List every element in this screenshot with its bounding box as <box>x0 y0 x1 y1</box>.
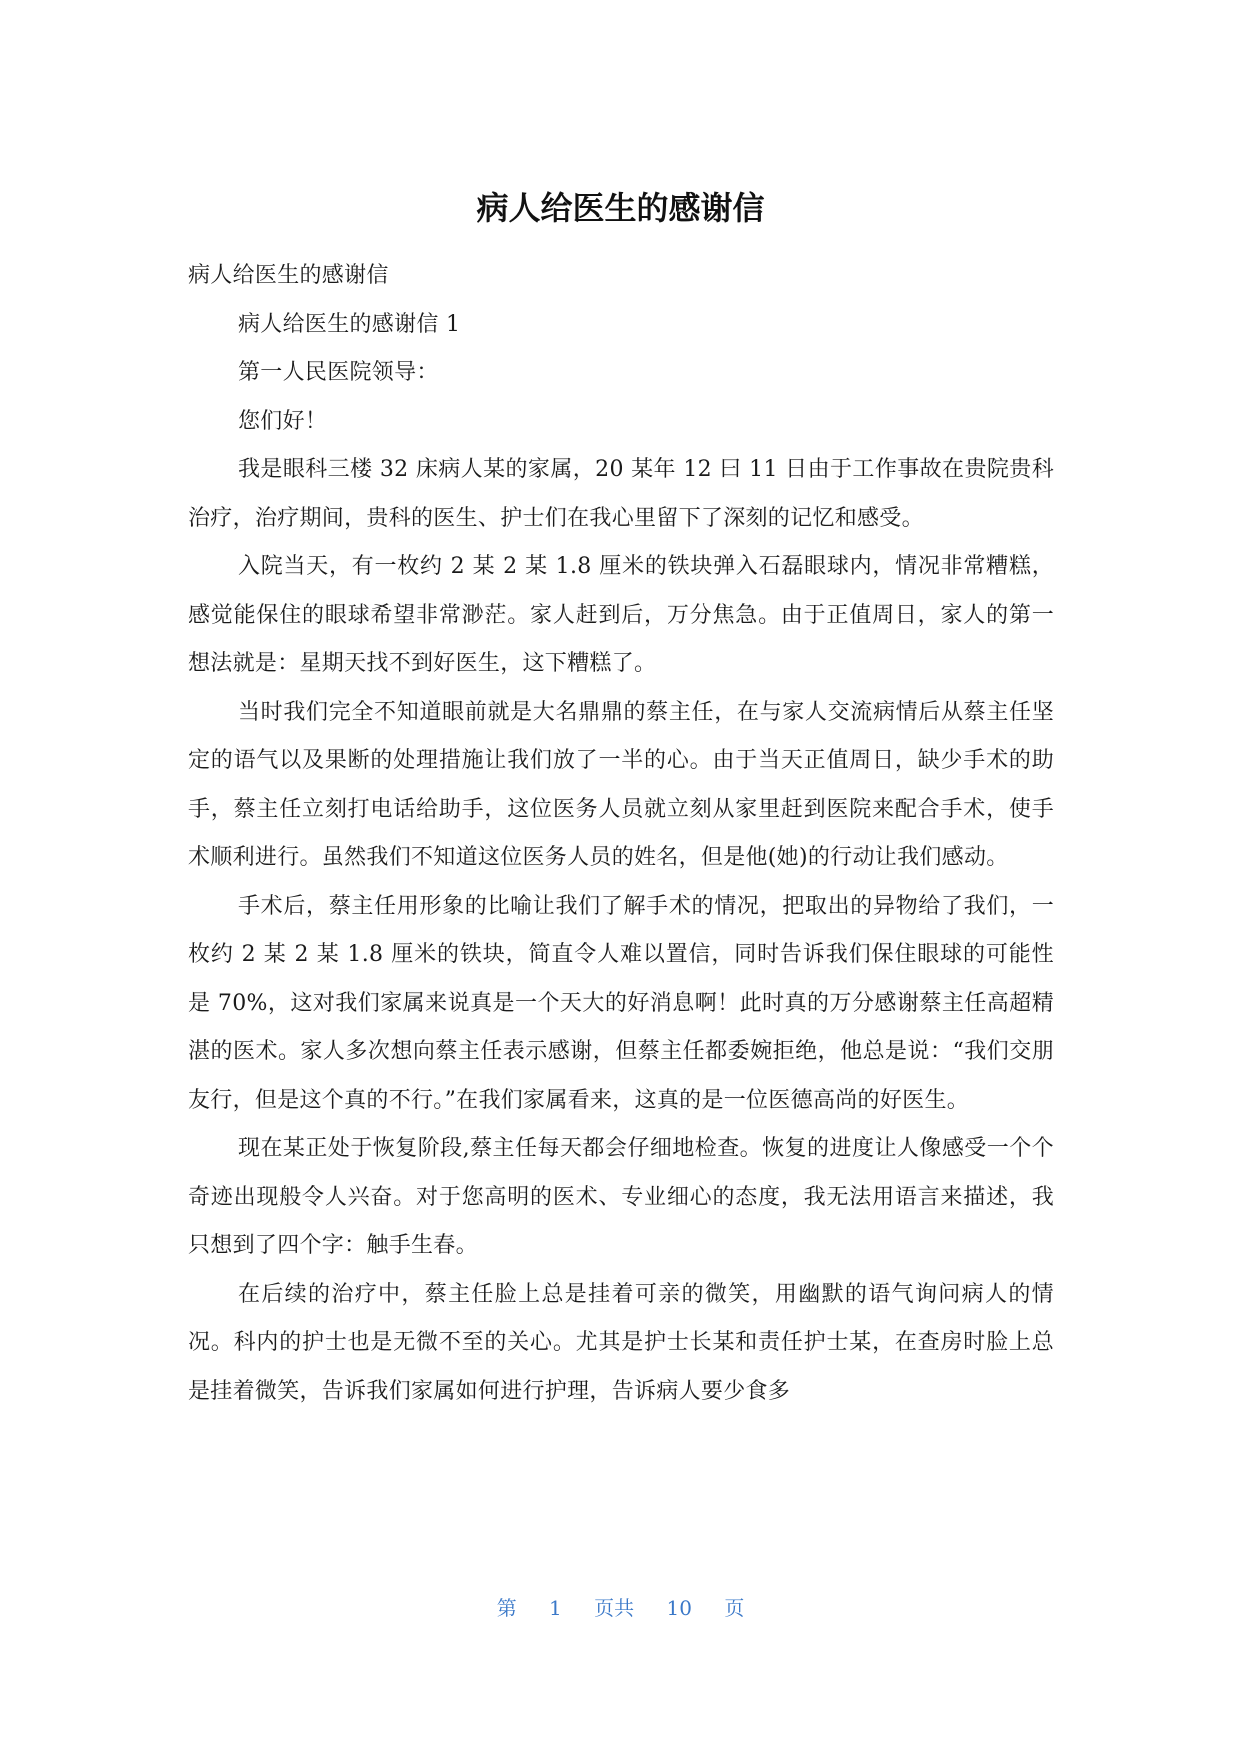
body-paragraph: 现在某正处于恢复阶段,蔡主任每天都会仔细地检查。恢复的进度让人像感受一个个奇迹出现般令人兴奋。对于您高明的医术、专业细心的态度，我无法用语言来描述，我只想到了四个字：触手生春。 <box>188 1136 1054 1258</box>
footer-page-label: 第 <box>496 1596 517 1620</box>
footer-of-label: 页共 <box>594 1596 635 1620</box>
letter-salutation: 第一人民医院领导： <box>238 360 439 385</box>
document-title: 病人给医生的感谢信 <box>476 189 765 227</box>
footer-total-pages: 10 <box>666 1596 692 1620</box>
footer-suffix-label: 页 <box>724 1596 745 1620</box>
footer-current-page: 1 <box>549 1596 562 1620</box>
document-body <box>188 252 1054 1416</box>
letter-greeting: 您们好！ <box>238 408 328 434</box>
letter-heading: 病人给医生的感谢信 1 <box>238 311 461 337</box>
document-subtitle: 病人给医生的感谢信 <box>188 263 389 288</box>
body-paragraph: 入院当天，有一枚约 2 某 2 某 1.8 厘米的铁块弹入石磊眼球内，情况非常糟糕，感觉能保住的眼球希望非常渺茫。家人赶到后，万分焦急。由于正值周日，家人的第一想法就是：星期天找不到好医生，这下糟糕了。 <box>188 554 1054 676</box>
body-paragraph: 我是眼科三楼 32 床病人某的家属，20 某年 12 曰 11 日由于工作事故在贵院贵科治疗，治疗期间，贵科的医生、护士们在我心里留下了深刻的记忆和感受。 <box>188 457 1054 531</box>
body-paragraph: 在后续的治疗中，蔡主任脸上总是挂着可亲的微笑，用幽默的语气询问病人的情况。科内的护士也是无微不至的关心。尤其是护士长某和责任护士某，在查房时脸上总是挂着微笑，告诉我们家属如何进行护理，告诉病人要少食多 <box>188 1281 1054 1404</box>
body-paragraph: 当时我们完全不知道眼前就是大名鼎鼎的蔡主任，在与家人交流病情后从蔡主任坚定的语气以及果断的处理措施让我们放了一半的心。由于当天正值周日，缺少手术的助手，蔡主任立刻打电话给助手，这位医务人员就立刻从家里赶到医院来配合手术，使手术顺利进行。虽然我们不知道这位医务人员的姓名，但是他(她)的行动让我们感动。 <box>188 699 1054 870</box>
page-footer <box>0 1595 1241 1621</box>
body-paragraph: 手术后，蔡主任用形象的比喻让我们了解手术的情况，把取出的异物给了我们，一枚约 2 某 2 某 1.8 厘米的铁块，简直令人难以置信，同时告诉我们保住眼球的可能性是 70%，这对我们家属来说真是一个天大的好消息啊！此时真的万分感谢蔡主任高超精湛的医术。家人多次想向蔡主任表示感谢，但蔡主任都委婉拒绝，他总是说：“我们交朋友行，但是这个真的不行。”在我们家属看来，这真的是一位医德高尚的好医生。 <box>188 893 1054 1113</box>
